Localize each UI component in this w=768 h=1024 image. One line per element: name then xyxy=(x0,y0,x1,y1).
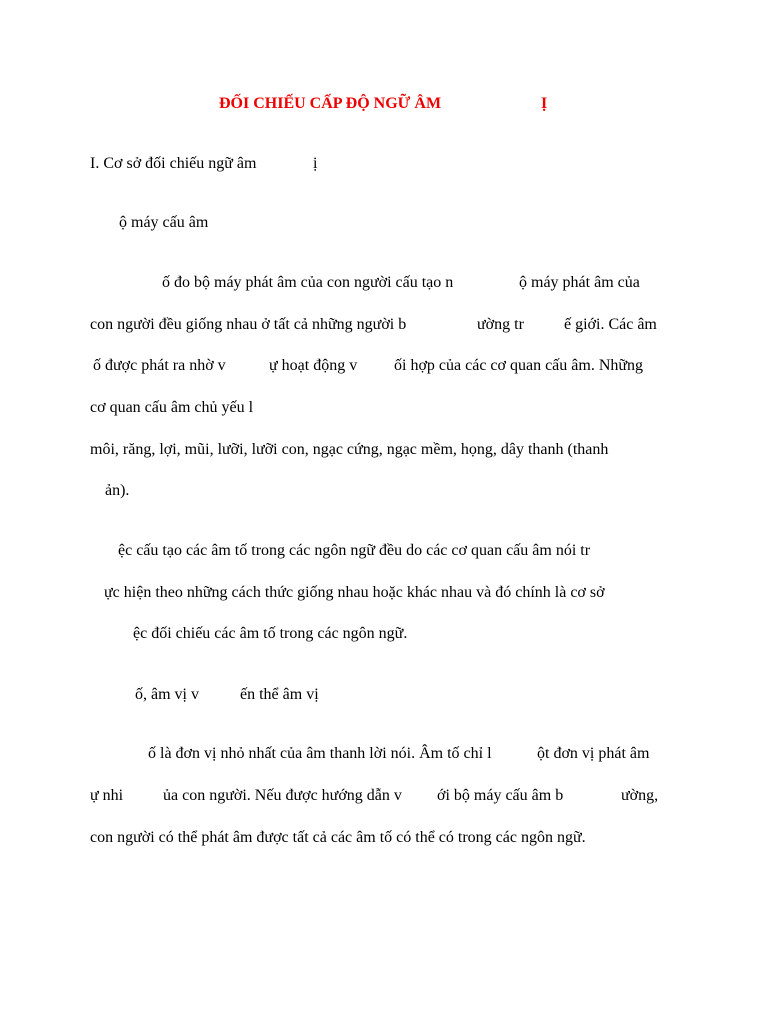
para3-line1-a: ố là đơn vị nhỏ nhất của âm thanh lời nói. Âm tố chỉ l xyxy=(148,745,492,762)
subheading-phonemes-a: ố, âm vị v xyxy=(135,686,199,703)
section-heading: I. Cơ sở đối chiếu ngữ âm xyxy=(90,155,257,172)
para1-line2-b: ường tr xyxy=(477,316,524,333)
para1-line3-a: ố được phát ra nhờ v xyxy=(93,357,226,374)
para2-line1: ệc cấu tạo các âm tố trong các ngôn ngữ đều do các cơ quan cấu âm nói tr xyxy=(118,542,591,559)
document-title-tail: Ị xyxy=(541,95,548,112)
para3-line2-d: ường, xyxy=(621,787,659,804)
para1-line1-a: ố đo bộ máy phát âm của con người cấu tạo n xyxy=(162,274,454,291)
para1-line3-c: ối hợp của các cơ quan cấu âm. Những xyxy=(394,357,644,374)
para3-line3: con người có thể phát âm được tất cả các âm tố có thể có trong các ngôn ngữ. xyxy=(90,829,586,846)
para3-line2-c: ới bộ máy cấu âm b xyxy=(437,787,564,804)
para1-line4: cơ quan cấu âm chủ yếu l xyxy=(90,399,254,416)
para1-line5: môi, răng, lợi, mũi, lưỡi, lưỡi con, ngạc cứng, ngạc mềm, họng, dây thanh (thanh xyxy=(90,441,609,458)
para3-line2-a: ự nhi xyxy=(90,787,124,804)
para1-line3-b: ự hoạt động v xyxy=(269,357,358,374)
document-title: ĐỐI CHIẾU CẤP ĐỘ NGỮ ÂM xyxy=(219,95,442,112)
para1-line2-c: ế giới. Các âm xyxy=(564,316,657,333)
subheading-organs: ộ máy cấu âm xyxy=(119,214,209,231)
para2-line3: ệc đối chiếu các âm tố trong các ngôn ngữ. xyxy=(133,625,408,642)
para2-line2: ực hiện theo những cách thức giống nhau hoặc khác nhau và đó chính là cơ sở xyxy=(104,584,605,601)
para3-line1-b: ột đơn vị phát âm xyxy=(537,745,650,762)
para3-line2-b: ủa con người. Nếu được hướng dẫn v xyxy=(163,787,402,804)
para1-line1-b: ộ máy phát âm của xyxy=(519,274,640,291)
para1-line2-a: con người đều giống nhau ở tất cả những người b xyxy=(90,316,407,333)
para1-line6: ản). xyxy=(105,482,130,499)
section-heading-tail: ị xyxy=(313,155,318,172)
subheading-phonemes-b: ến thể âm vị xyxy=(240,686,319,703)
